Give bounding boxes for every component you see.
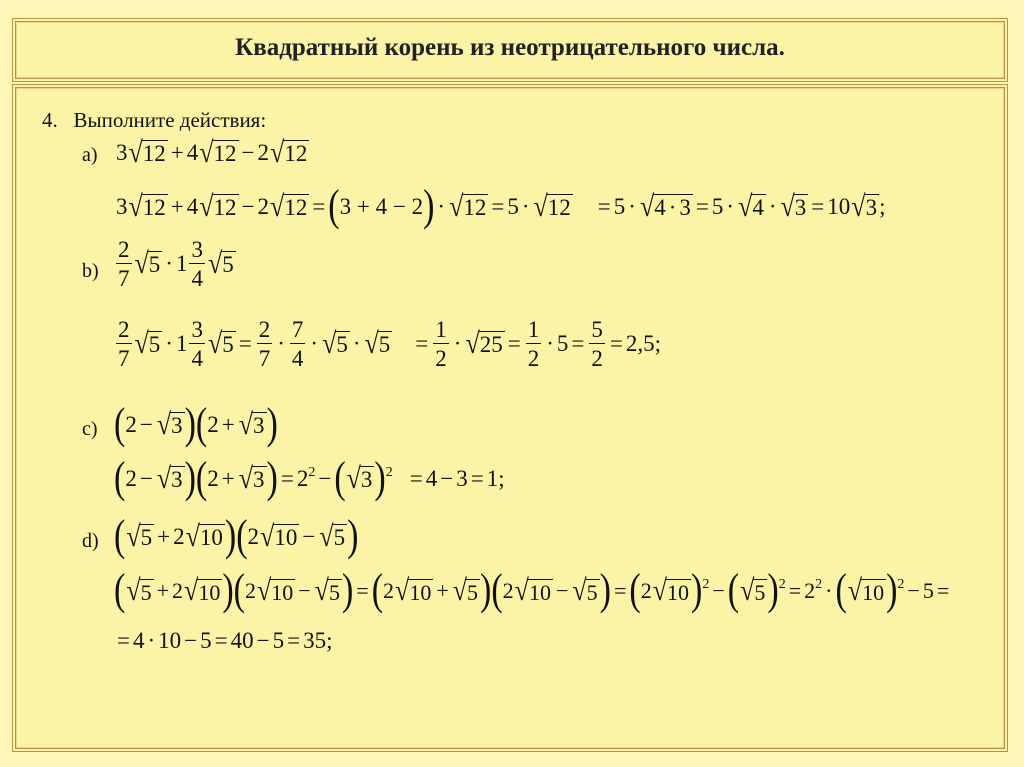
item-a-solution: 3 √ 12 + 4 √ 12 − 2 √ 12 = ( 3 + 4 − 2 ) · √ 12 = 5 · √ 12 = 5 · √ 4 · 3 = 5 · √ 4 · √ 3 = 10 √ 3 ;: [116, 182, 886, 231]
item-c-expression: ( 2 − √ 3 ) ( 2 + √ 3 ): [114, 400, 278, 449]
item-b-expression: $\frac{2}{7}$ √ 5 · 1 $\frac{3}{4}$ √ 5: [118, 237, 234, 291]
item-d-expression: ( √ 5 + 2 √ 10 ) ( 2 √ 10 − √ 5 ): [114, 512, 359, 561]
task-text: Выполните действия:: [73, 108, 267, 132]
item-b-solution: $\frac{2}{7}$ √ 5 · 1 $\frac{3}{4}$ √ 5 = $\frac{2}{7}$ · $\frac{7}{4}$ · √ 5 · √ 5 = $\frac{1}{2}$ · √ 25 = $\frac{1}{2}$ · 5 = $\frac{5}{2}$ = 2,5;: [118, 317, 661, 371]
item-c-solution: ( 2 − √ 3 ) ( 2 + √ 3 ) = 2 2 − ( √ 3 ) 2 = 4 − 3 = 1;: [114, 454, 505, 503]
item-a-expression: 3 √ 12 + 4 √ 12 − 2 √ 12: [116, 135, 308, 170]
exercise-panel: [12, 84, 1008, 752]
item-c-label: c): [82, 418, 98, 440]
item-d-label: d): [82, 530, 99, 552]
task-heading: [42, 108, 266, 133]
task-number: 4.: [42, 108, 58, 132]
page-title: Квадратный корень из неотрицательного числа.: [235, 34, 785, 61]
item-d-result: = 4 · 10 − 5 = 40 − 5 = 35;: [117, 628, 333, 653]
title-banner: [12, 18, 1008, 82]
item-a-label: a): [82, 144, 98, 166]
item-d-solution: ( √ 5 + 2 √ 10 ) ( 2 √ 10 − √ 5 ) = ( 2 √ 10 + √ 5 ) ( 2 √ 10 − √ 5 ) = ( 2 √ 10 ) 2 − ( √ 5 ) 2 = 2 2 · ( √ 10 ) 2 − 5 =: [114, 566, 950, 615]
item-b-label: b): [82, 260, 99, 282]
